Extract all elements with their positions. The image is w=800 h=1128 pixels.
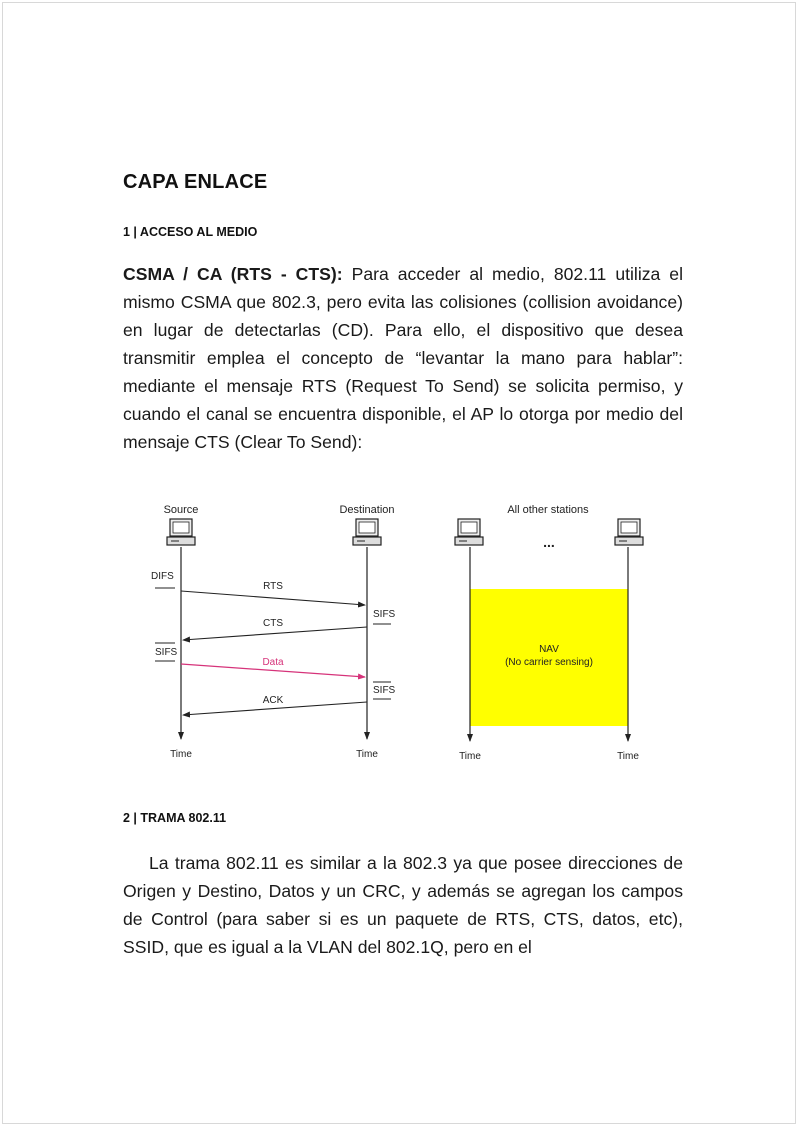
paragraph-body: Para acceder al medio, 802.11 utiliza el mismo CSMA que 802.3, pero evita las colisiones (collision avoidance) en lugar de detectarlas (CD). Para ello, el dispositivo que desea transmitir emplea el concepto de “levantar la mano para hablar”: mediante el mensaje RTS (Request To Send) se solicita permiso, y cuando el canal se encuentra disponible, el AP lo otorga por medio del mensaje CTS (Clear To Send): [123, 264, 684, 452]
paragraph-trama: La trama 802.11 es similar a la 802.3 ya que posee direcciones de Origen y Destino, Datos y un CRC, y además se agregan los campos de Control (para saber si es un paquete de RTS, CTS, datos, etc), SSID, que es igual a la VLAN del 802.1Q, pero en el [123, 853, 683, 957]
computer-icon-station-1 [455, 519, 483, 545]
cts-label: CTS [263, 618, 283, 629]
ack-label: ACK [262, 695, 284, 706]
rts-arrow [181, 591, 365, 605]
sifs-label-3: SIFS [373, 685, 396, 696]
section-heading-trama: 2 | TRAMA 802.11 [123, 811, 227, 825]
paragraph-csma-ca [123, 260, 683, 456]
document-page [2, 2, 796, 1124]
source-label: Source [163, 504, 199, 516]
difs-label: DIFS [151, 571, 174, 582]
time-label-station-1: Time [459, 751, 481, 762]
ellipsis: ... [543, 534, 555, 550]
nav-label: NAV [539, 644, 559, 655]
computer-icon-destination [353, 519, 381, 545]
computer-icon-station-2 [615, 519, 643, 545]
destination-label: Destination [339, 504, 395, 516]
computer-icon-source [167, 519, 195, 545]
csma-ca-diagram [141, 499, 651, 769]
other-stations-label: All other stations [507, 504, 589, 516]
document-content [123, 171, 684, 957]
rts-label: RTS [263, 581, 283, 592]
sifs-label-2: SIFS [155, 647, 178, 658]
nav-sublabel: (No carrier sensing) [505, 657, 593, 668]
time-label-source: Time [170, 749, 192, 760]
sifs-label-1: SIFS [373, 609, 396, 620]
time-label-destination: Time [356, 749, 378, 760]
data-label: Data [262, 657, 284, 668]
section-heading-acceso: 1 | ACCESO AL MEDIO [123, 225, 258, 239]
time-label-station-2: Time [617, 751, 639, 762]
page-title: CAPA ENLACE [123, 171, 268, 193]
paragraph-lead: CSMA / CA (RTS - CTS): [123, 264, 343, 284]
